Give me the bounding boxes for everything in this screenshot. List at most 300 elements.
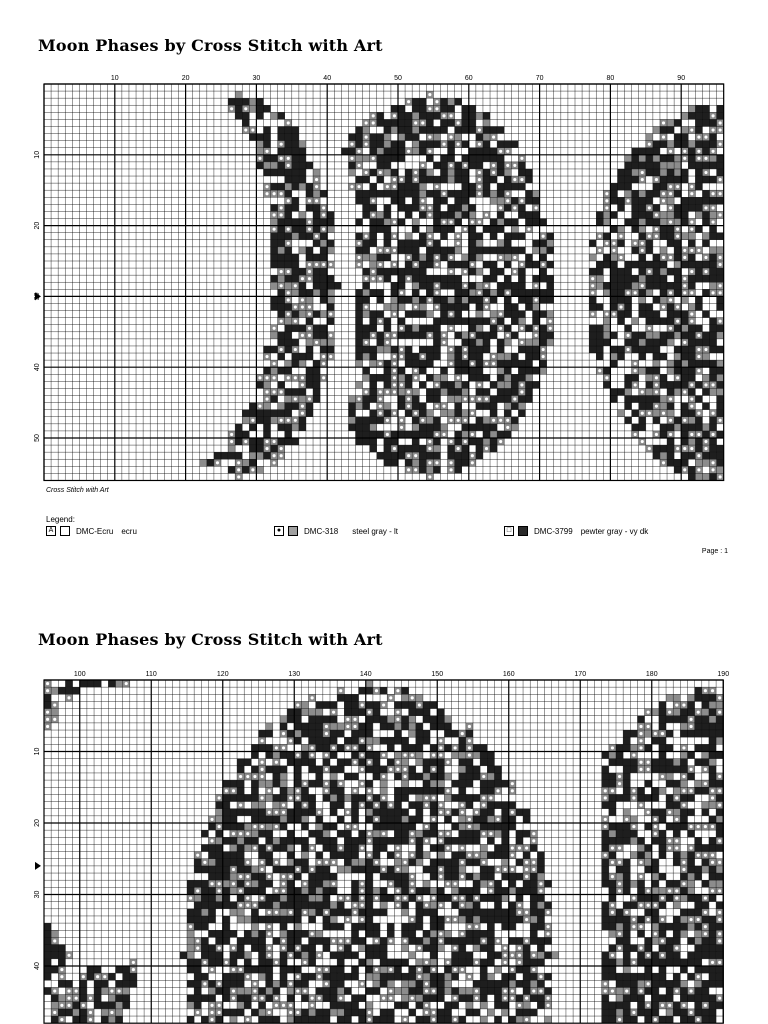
stitch-cell — [363, 211, 370, 218]
stitch-cell — [327, 325, 334, 332]
stitch-cell — [448, 155, 455, 162]
stitch-cell — [702, 794, 709, 801]
stitch-cell — [337, 709, 344, 716]
stitch-cell — [667, 360, 674, 367]
stitch-cell — [271, 424, 278, 431]
stitch-cell — [660, 211, 667, 218]
stitch-cell — [387, 701, 394, 708]
stitch-symbol — [442, 143, 445, 146]
stitch-cell — [469, 204, 476, 211]
stitch-symbol — [446, 811, 449, 814]
stitch-symbol — [280, 143, 283, 146]
stitch-cell — [596, 318, 603, 325]
stitch-cell — [430, 802, 437, 809]
stitch-cell — [285, 247, 292, 254]
stitch-cell — [473, 794, 480, 801]
stitch-cell — [616, 873, 623, 880]
stitch-cell — [646, 197, 653, 204]
stitch-cell — [256, 98, 263, 105]
stitch-cell — [617, 190, 624, 197]
stitch-symbol — [648, 270, 651, 273]
stitch-cell — [292, 204, 299, 211]
stitch-cell — [301, 787, 308, 794]
stitch-cell — [344, 844, 351, 851]
stitch-cell — [249, 431, 256, 438]
stitch-symbol — [604, 825, 607, 828]
stitch-cell — [412, 403, 419, 410]
stitch-cell — [462, 155, 469, 162]
stitch-cell — [645, 716, 652, 723]
stitch-symbol — [511, 782, 514, 785]
stitch-cell — [518, 303, 525, 310]
stitch-cell — [490, 275, 497, 282]
stitch-cell — [625, 339, 632, 346]
stitch-cell — [490, 261, 497, 268]
stitch-cell — [652, 866, 659, 873]
stitch-cell — [659, 802, 666, 809]
stitch-cell — [306, 155, 313, 162]
stitch-cell — [480, 852, 487, 859]
stitch-cell — [363, 268, 370, 275]
stitch-cell — [695, 183, 702, 190]
stitch-symbol — [216, 461, 219, 464]
stitch-cell — [476, 204, 483, 211]
stitch-cell — [285, 176, 292, 183]
stitch-cell — [405, 381, 412, 388]
stitch-cell — [476, 112, 483, 119]
stitch-symbol — [294, 376, 297, 379]
pewter-gray-code: DMC-3799 — [534, 526, 573, 536]
stitch-symbol — [464, 398, 467, 401]
stitch-symbol — [246, 882, 249, 885]
stitch-cell — [659, 830, 666, 837]
stitch-cell — [398, 169, 405, 176]
stitch-cell — [370, 204, 377, 211]
stitch-cell — [448, 424, 455, 431]
stitch-cell — [610, 282, 617, 289]
stitch-cell — [617, 226, 624, 233]
stitch-cell — [377, 183, 384, 190]
stitch-cell — [316, 737, 323, 744]
stitch-cell — [518, 396, 525, 403]
stitch-cell — [688, 466, 695, 473]
stitch-cell — [316, 794, 323, 801]
stitch-symbol — [308, 398, 311, 401]
steel-gray-swatch — [288, 526, 298, 536]
stitch-symbol — [301, 305, 304, 308]
stitch-symbol — [513, 398, 516, 401]
stitch-symbol — [265, 447, 268, 450]
stitch-cell — [416, 709, 423, 716]
stitch-cell — [440, 275, 447, 282]
stitch-cell — [440, 346, 447, 353]
stitch-symbol — [496, 868, 499, 871]
stitch-symbol — [268, 789, 271, 792]
stitch-symbol — [450, 327, 453, 330]
stitch-cell — [433, 233, 440, 240]
stitch-cell — [323, 773, 330, 780]
stitch-symbol — [428, 235, 431, 238]
stitch-cell — [356, 268, 363, 275]
stitch-cell — [483, 240, 490, 247]
stitch-cell — [244, 837, 251, 844]
stitch-cell — [244, 844, 251, 851]
stitch-cell — [710, 417, 717, 424]
stitch-cell — [309, 852, 316, 859]
stitch-cell — [688, 233, 695, 240]
stitch-cell — [266, 823, 273, 830]
stitch-cell — [476, 431, 483, 438]
stitch-symbol — [612, 242, 615, 245]
stitch-cell — [398, 219, 405, 226]
stitch-cell — [426, 452, 433, 459]
stitch-cell — [426, 176, 433, 183]
stitch-cell — [271, 233, 278, 240]
stitch-cell — [440, 204, 447, 211]
stitch-cell — [370, 303, 377, 310]
stitch-symbol — [513, 270, 516, 273]
stitch-symbol — [280, 348, 283, 351]
stitch-cell — [320, 296, 327, 303]
stitch-cell — [681, 353, 688, 360]
stitch-cell — [680, 723, 687, 730]
stitch-cell — [497, 268, 504, 275]
stitch-cell — [695, 752, 702, 759]
stitch-cell — [285, 219, 292, 226]
stitch-cell — [292, 275, 299, 282]
stitch-symbol — [218, 825, 221, 828]
stitch-cell — [462, 105, 469, 112]
stitch-symbol — [428, 475, 431, 478]
stitch-cell — [391, 303, 398, 310]
stitch-cell — [533, 303, 540, 310]
stitch-cell — [359, 730, 366, 737]
stitch-cell — [384, 396, 391, 403]
stitch-cell — [673, 852, 680, 859]
stitch-cell — [221, 459, 228, 466]
stitch-cell — [716, 823, 723, 830]
stitch-cell — [609, 816, 616, 823]
stitch-cell — [285, 410, 292, 417]
stitch-symbol — [654, 825, 657, 828]
stitch-cell — [702, 360, 709, 367]
stitch-symbol — [414, 376, 417, 379]
stitch-symbol — [315, 263, 318, 266]
stitch-cell — [292, 211, 299, 218]
stitch-cell — [301, 794, 308, 801]
stitch-cell — [504, 381, 511, 388]
row-label: 50 — [34, 434, 41, 442]
stitch-symbol — [244, 440, 247, 443]
stitch-symbol — [379, 171, 382, 174]
stitch-cell — [623, 744, 630, 751]
stitch-cell — [294, 773, 301, 780]
stitch-cell — [511, 183, 518, 190]
stitch-symbol — [232, 868, 235, 871]
stitch-cell — [380, 687, 387, 694]
stitch-cell — [263, 360, 270, 367]
stitch-cell — [688, 837, 695, 844]
stitch-symbol — [287, 376, 290, 379]
stitch-cell — [462, 367, 469, 374]
stitch-cell — [660, 360, 667, 367]
stitch-cell — [278, 403, 285, 410]
stitch-cell — [433, 197, 440, 204]
stitch-cell — [294, 816, 301, 823]
stitch-cell — [359, 744, 366, 751]
stitch-cell — [380, 816, 387, 823]
stitch-cell — [299, 141, 306, 148]
stitch-cell — [462, 261, 469, 268]
stitch-cell — [681, 424, 688, 431]
stitch-symbol — [471, 461, 474, 464]
stitch-cell — [412, 155, 419, 162]
stitch-symbol — [457, 121, 460, 124]
stitch-cell — [230, 852, 237, 859]
stitch-cell — [632, 261, 639, 268]
stitch-symbol — [386, 419, 389, 422]
stitch-cell — [278, 134, 285, 141]
legend-item-pewter-gray — [504, 526, 648, 536]
stitch-symbol — [468, 725, 471, 728]
stitch-cell — [716, 687, 723, 694]
stitch-cell — [455, 311, 462, 318]
stitch-cell — [405, 169, 412, 176]
stitch-cell — [632, 417, 639, 424]
stitch-cell — [502, 880, 509, 887]
stitch-cell — [609, 852, 616, 859]
stitch-cell — [494, 809, 501, 816]
stitch-cell — [366, 802, 373, 809]
stitch-cell — [235, 445, 242, 452]
stitch-cell — [316, 773, 323, 780]
stitch-cell — [660, 141, 667, 148]
stitch-cell — [433, 325, 440, 332]
stitch-cell — [476, 374, 483, 381]
stitch-cell — [490, 282, 497, 289]
stitch-cell — [416, 844, 423, 851]
stitch-cell — [490, 219, 497, 226]
stitch-cell — [356, 353, 363, 360]
stitch-cell — [440, 417, 447, 424]
stitch-cell — [466, 759, 473, 766]
stitch-cell — [316, 887, 323, 894]
stitch-cell — [660, 438, 667, 445]
stitch-cell — [448, 339, 455, 346]
stitch-symbol — [442, 341, 445, 344]
stitch-cell — [394, 873, 401, 880]
stitch-cell — [330, 730, 337, 737]
stitch-cell — [462, 296, 469, 303]
stitch-symbol — [712, 468, 715, 471]
stitch-cell — [695, 219, 702, 226]
stitch-cell — [278, 431, 285, 438]
stitch-cell — [688, 141, 695, 148]
stitch-symbol — [683, 256, 686, 259]
stitch-cell — [617, 268, 624, 275]
stitch-cell — [266, 887, 273, 894]
stitch-cell — [448, 318, 455, 325]
stitch-cell — [452, 737, 459, 744]
stitch-cell — [666, 759, 673, 766]
stitch-symbol — [492, 171, 495, 174]
stitch-cell — [462, 332, 469, 339]
stitch-cell — [366, 730, 373, 737]
stitch-symbol — [287, 228, 290, 231]
stitch-cell — [509, 887, 516, 894]
stitch-cell — [523, 830, 530, 837]
stitch-symbol — [428, 136, 431, 139]
stitch-cell — [299, 226, 306, 233]
stitch-cell — [455, 459, 462, 466]
stitch-cell — [525, 381, 532, 388]
stitch-cell — [646, 367, 653, 374]
stitch-cell — [639, 367, 646, 374]
stitch-cell — [309, 723, 316, 730]
stitch-cell — [299, 325, 306, 332]
stitch-cell — [359, 873, 366, 880]
stitch-cell — [309, 766, 316, 773]
stitch-symbol — [46, 711, 49, 714]
stitch-cell — [533, 233, 540, 240]
stitch-symbol — [265, 355, 268, 358]
stitch-cell — [433, 346, 440, 353]
stitch-cell — [356, 247, 363, 254]
stitch-cell — [313, 190, 320, 197]
stitch-cell — [518, 247, 525, 254]
stitch-cell — [409, 794, 416, 801]
stitch-symbol — [511, 811, 514, 814]
stitch-symbol — [485, 362, 488, 365]
stitch-cell — [440, 148, 447, 155]
stitch-symbol — [280, 192, 283, 195]
stitch-cell — [320, 332, 327, 339]
stitch-cell — [363, 162, 370, 169]
stitch-cell — [341, 417, 348, 424]
stitch-cell — [426, 466, 433, 473]
stitch-cell — [433, 332, 440, 339]
stitch-cell — [504, 346, 511, 353]
stitch-cell — [221, 452, 228, 459]
stitch-cell — [617, 396, 624, 403]
stitch-cell — [380, 730, 387, 737]
stitch-cell — [702, 105, 709, 112]
stitch-cell — [256, 141, 263, 148]
stitch-cell — [673, 766, 680, 773]
stitch-cell — [680, 830, 687, 837]
stitch-cell — [380, 873, 387, 880]
stitch-cell — [709, 709, 716, 716]
stitch-symbol — [372, 270, 375, 273]
stitch-symbol — [332, 861, 335, 864]
stitch-cell — [674, 438, 681, 445]
stitch-symbol — [361, 754, 364, 757]
stitch-cell — [511, 332, 518, 339]
stitch-cell — [639, 325, 646, 332]
stitch-symbol — [268, 811, 271, 814]
stitch-cell — [666, 859, 673, 866]
stitch-cell — [256, 396, 263, 403]
stitch-cell — [516, 802, 523, 809]
stitch-cell — [230, 837, 237, 844]
stitch-cell — [251, 780, 258, 787]
stitch-cell — [483, 403, 490, 410]
stitch-cell — [412, 332, 419, 339]
stitch-cell — [645, 773, 652, 780]
stitch-cell — [256, 119, 263, 126]
stitch-cell — [695, 119, 702, 126]
stitch-cell — [623, 880, 630, 887]
stitch-cell — [667, 240, 674, 247]
stitch-symbol — [446, 882, 449, 885]
stitch-cell — [278, 162, 285, 169]
stitch-cell — [437, 766, 444, 773]
stitch-cell — [437, 730, 444, 737]
stitch-cell — [394, 809, 401, 816]
stitch-symbol — [627, 291, 630, 294]
stitch-cell — [448, 410, 455, 417]
stitch-cell — [44, 694, 51, 701]
stitch-cell — [476, 233, 483, 240]
stitch-cell — [610, 289, 617, 296]
stitch-symbol — [301, 405, 304, 408]
stitch-symbol — [407, 398, 410, 401]
stitch-symbol — [275, 825, 278, 828]
stitch-cell — [419, 466, 426, 473]
stitch-cell — [242, 410, 249, 417]
stitch-cell — [320, 268, 327, 275]
stitch-cell — [426, 289, 433, 296]
stitch-cell — [370, 346, 377, 353]
stitch-cell — [452, 752, 459, 759]
stitch-cell — [359, 709, 366, 716]
stitch-cell — [370, 282, 377, 289]
stitch-symbol — [246, 875, 249, 878]
stitch-symbol — [618, 882, 621, 885]
stitch-cell — [525, 183, 532, 190]
stitch-cell — [237, 837, 244, 844]
stitch-cell — [440, 197, 447, 204]
stitch-cell — [695, 374, 702, 381]
stitch-symbol — [471, 412, 474, 415]
stitch-symbol — [499, 419, 502, 422]
stitch-cell — [525, 254, 532, 261]
stitch-cell — [351, 809, 358, 816]
stitch-cell — [455, 318, 462, 325]
stitch-cell — [695, 396, 702, 403]
stitch-cell — [660, 169, 667, 176]
stitch-symbol — [669, 291, 672, 294]
stitch-cell — [259, 880, 266, 887]
stitch-cell — [242, 459, 249, 466]
stitch-cell — [405, 459, 412, 466]
stitch-cell — [716, 723, 723, 730]
stitch-symbol — [261, 775, 264, 778]
stitch-cell — [316, 709, 323, 716]
stitch-cell — [681, 346, 688, 353]
stitch-cell — [710, 318, 717, 325]
stitch-cell — [483, 112, 490, 119]
stitch-symbol — [492, 419, 495, 422]
stitch-cell — [216, 852, 223, 859]
stitch-cell — [440, 466, 447, 473]
stitch-symbol — [669, 206, 672, 209]
stitch-cell — [702, 424, 709, 431]
stitch-cell — [370, 339, 377, 346]
stitch-cell — [359, 816, 366, 823]
stitch-cell — [423, 773, 430, 780]
stitch-cell — [348, 403, 355, 410]
